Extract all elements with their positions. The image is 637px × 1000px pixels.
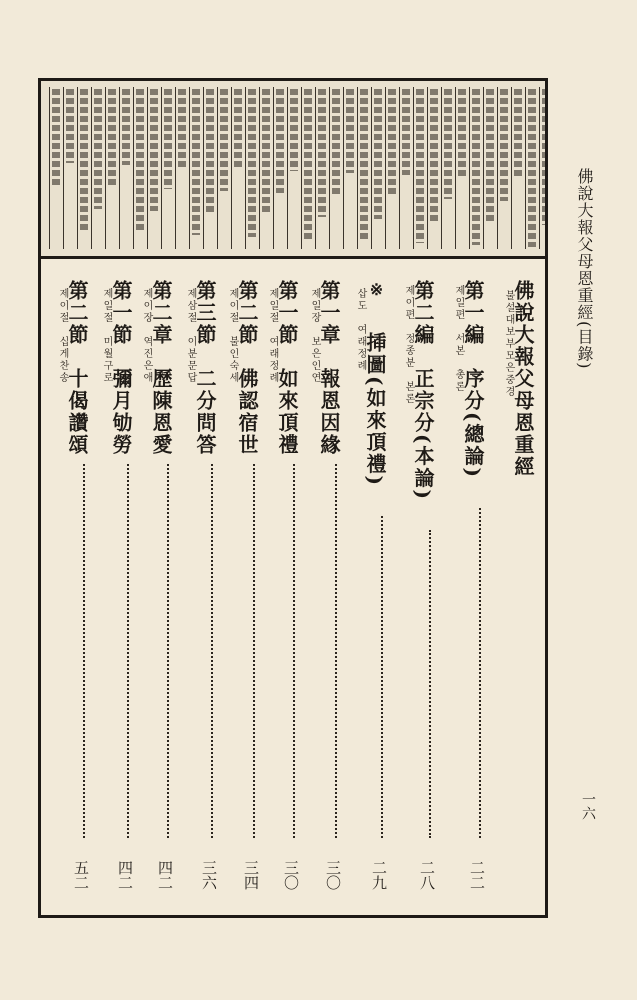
toc-title: 第二編 正宗分(本論) [411,280,435,501]
print-text-column [80,89,88,231]
print-text-column [486,89,494,223]
print-text-column [318,89,326,217]
toc-title: 第二節 佛認宿世 [235,280,259,456]
print-text-column [472,89,480,245]
toc-reading: 제삼절 이분문답 [185,288,196,384]
print-text-column [528,89,536,247]
toc-page-number: 二八 [418,860,436,890]
print-text-column [402,89,410,175]
print-text-column [108,89,116,187]
toc-page-number: 五二 [72,860,90,890]
toc-reading: 제이장 역진은애 [141,288,152,384]
print-text-column [248,89,256,237]
toc-page-number: 二二 [468,860,486,890]
print-text-column [94,89,102,209]
toc-entry-s3[interactable] [180,280,228,890]
leader-dots [83,464,85,838]
toc-entry-s2[interactable] [222,280,270,890]
reference-mark: ※ [367,280,386,299]
toc-title: 佛說大報父母恩重經 [511,280,535,478]
print-text-column [332,89,340,195]
toc-title: 揷圖(如來頂禮) [363,332,387,487]
print-text-column [178,89,186,167]
toc-reading: 제이절 불인숙세 [227,288,238,384]
toc-reading: 제일절 미월구로 [101,288,112,384]
print-text-column [430,89,438,221]
leader-dots [293,464,295,838]
print-text-column [192,89,200,235]
toc-page-number: 二九 [370,860,388,890]
print-text-column [150,89,158,211]
toc-reading: 제이편 정종분 본론 [403,285,414,405]
print-text-column [542,89,545,225]
toc-entry-c2s1[interactable] [96,280,144,890]
print-text-column [444,89,452,199]
toc-page-number: 三〇 [282,860,300,890]
print-text-column [346,89,354,173]
toc-title: 第一章 報恩因緣 [317,280,341,456]
print-text-column [66,89,74,163]
print-text-column [374,89,382,219]
print-text-column [416,89,424,243]
toc-reading: 불설대보부모은중경 [503,290,514,398]
toc-title: 第一節 彌月劬勞 [109,280,133,456]
print-text-column [388,89,396,197]
toc-reading: 삽도 여래정례 [355,288,366,372]
toc-title: 第二節 十偈讚頌 [65,280,89,456]
toc-page-number: 三六 [200,860,218,890]
print-text-column [514,89,522,179]
running-title: 佛說大報父母恩重經(目錄) [575,168,594,370]
print-text-column [52,89,60,185]
print-text-column [206,89,214,213]
toc-title: 第一編 序分(總論) [461,280,485,479]
toc-entry-p2[interactable] [398,280,446,890]
leader-dots [253,464,255,838]
leader-dots [381,516,383,838]
toc-reading: 제일장 보은인연 [309,288,320,384]
toc-entry-p1[interactable] [448,280,496,890]
print-text-column [234,89,242,169]
print-text-column [122,89,130,165]
leader-dots [167,464,169,838]
toc-page-number: 三〇 [324,860,342,890]
toc-entry-c2s2[interactable] [52,280,100,890]
toc-title: 第一節 如來頂禮 [275,280,299,456]
print-text-column [304,89,312,239]
print-text-column [262,89,270,215]
toc-reading: 제일절 여래정례 [267,288,278,384]
print-text-column [500,89,508,201]
print-text-column [136,89,144,233]
leader-dots [211,464,213,838]
leader-dots [429,530,431,838]
toc-page-number: 三四 [242,860,260,890]
leader-dots [335,464,337,838]
print-text-column [164,89,172,189]
toc-entry-title[interactable] [498,280,546,890]
leader-dots [127,464,129,838]
toc-entry-illus[interactable] [350,280,398,890]
toc-title: 第三節 二分問答 [193,280,217,456]
toc-title: 第二章 歷陳恩愛 [149,280,173,456]
toc-reading: 제일편 서본 총론 [453,285,464,393]
toc-entry-c1[interactable] [304,280,352,890]
print-text-column [290,89,298,171]
toc-page-number: 四二 [116,860,134,890]
print-text-column [276,89,284,193]
toc-reading: 제이절 십게찬송 [57,288,68,384]
print-text-column [360,89,368,241]
sutra-print-illustration [41,81,545,259]
toc-page-number: 四二 [156,860,174,890]
print-text-column [220,89,228,191]
print-text-column [458,89,466,177]
leader-dots [479,508,481,838]
page-number: 一六 [580,792,596,820]
